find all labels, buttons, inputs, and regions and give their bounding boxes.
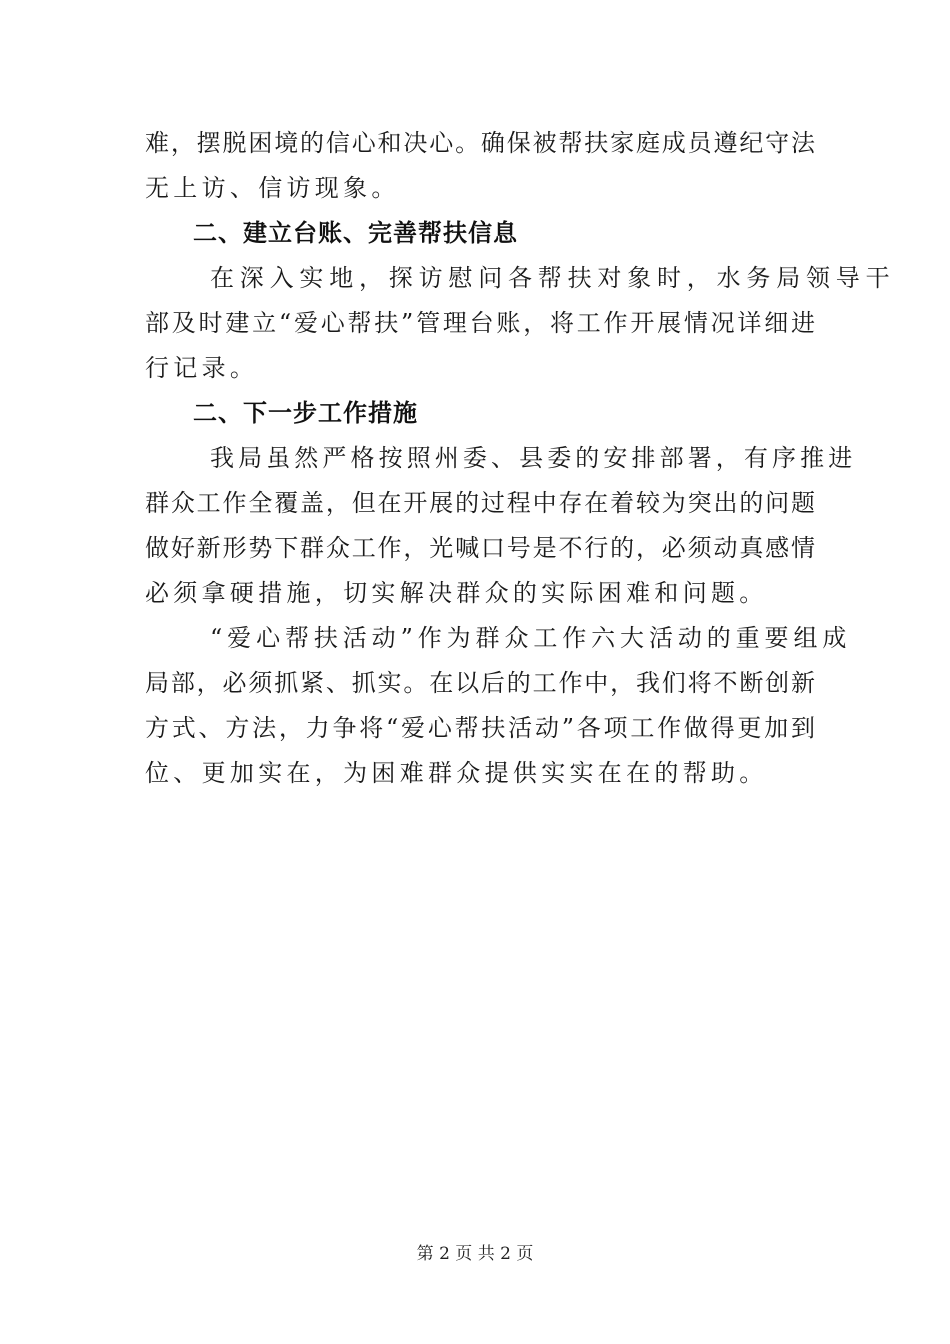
paragraph-line: “爱心帮扶活动”作为群众工作六大活动的重要组成 (210, 624, 852, 652)
paragraph-line: 方式、方法，力争将“爱心帮扶活动”各项工作做得更加到 (145, 714, 815, 742)
paragraph-line: 行记录。 (145, 354, 259, 382)
page-footer: 第 2 页 共 2 页 (416, 1244, 534, 1264)
paragraph-line: 部及时建立“爱心帮扶”管理台账，将工作开展情况详细进 (145, 309, 815, 337)
paragraph-line: 必须拿硬措施，切实解决群众的实际困难和问题。 (145, 579, 768, 607)
section-heading: 二、建立台账、完善帮扶信息 (193, 219, 518, 247)
paragraph-line: 难，摆脱困境的信心和决心。确保被帮扶家庭成员遵纪守法 (145, 129, 815, 157)
paragraph-line: 做好新形势下群众工作，光喊口号是不行的，必须动真感情 (145, 534, 815, 562)
paragraph-line: 局部，必须抓紧、抓实。在以后的工作中，我们将不断创新 (145, 669, 815, 697)
paragraph-line: 位、更加实在，为困难群众提供实实在在的帮助。 (145, 759, 768, 787)
paragraph-line: 我局虽然严格按照州委、县委的安排部署，有序推进 (210, 444, 857, 472)
section-heading: 二、下一步工作措施 (193, 399, 418, 427)
paragraph-line: 群众工作全覆盖，但在开展的过程中存在着较为突出的问题 (145, 489, 815, 517)
paragraph-line: 无上访、信访现象。 (145, 174, 400, 202)
paragraph-line: 在深入实地，探访慰问各帮扶对象时，水务局领导干 (210, 264, 896, 292)
